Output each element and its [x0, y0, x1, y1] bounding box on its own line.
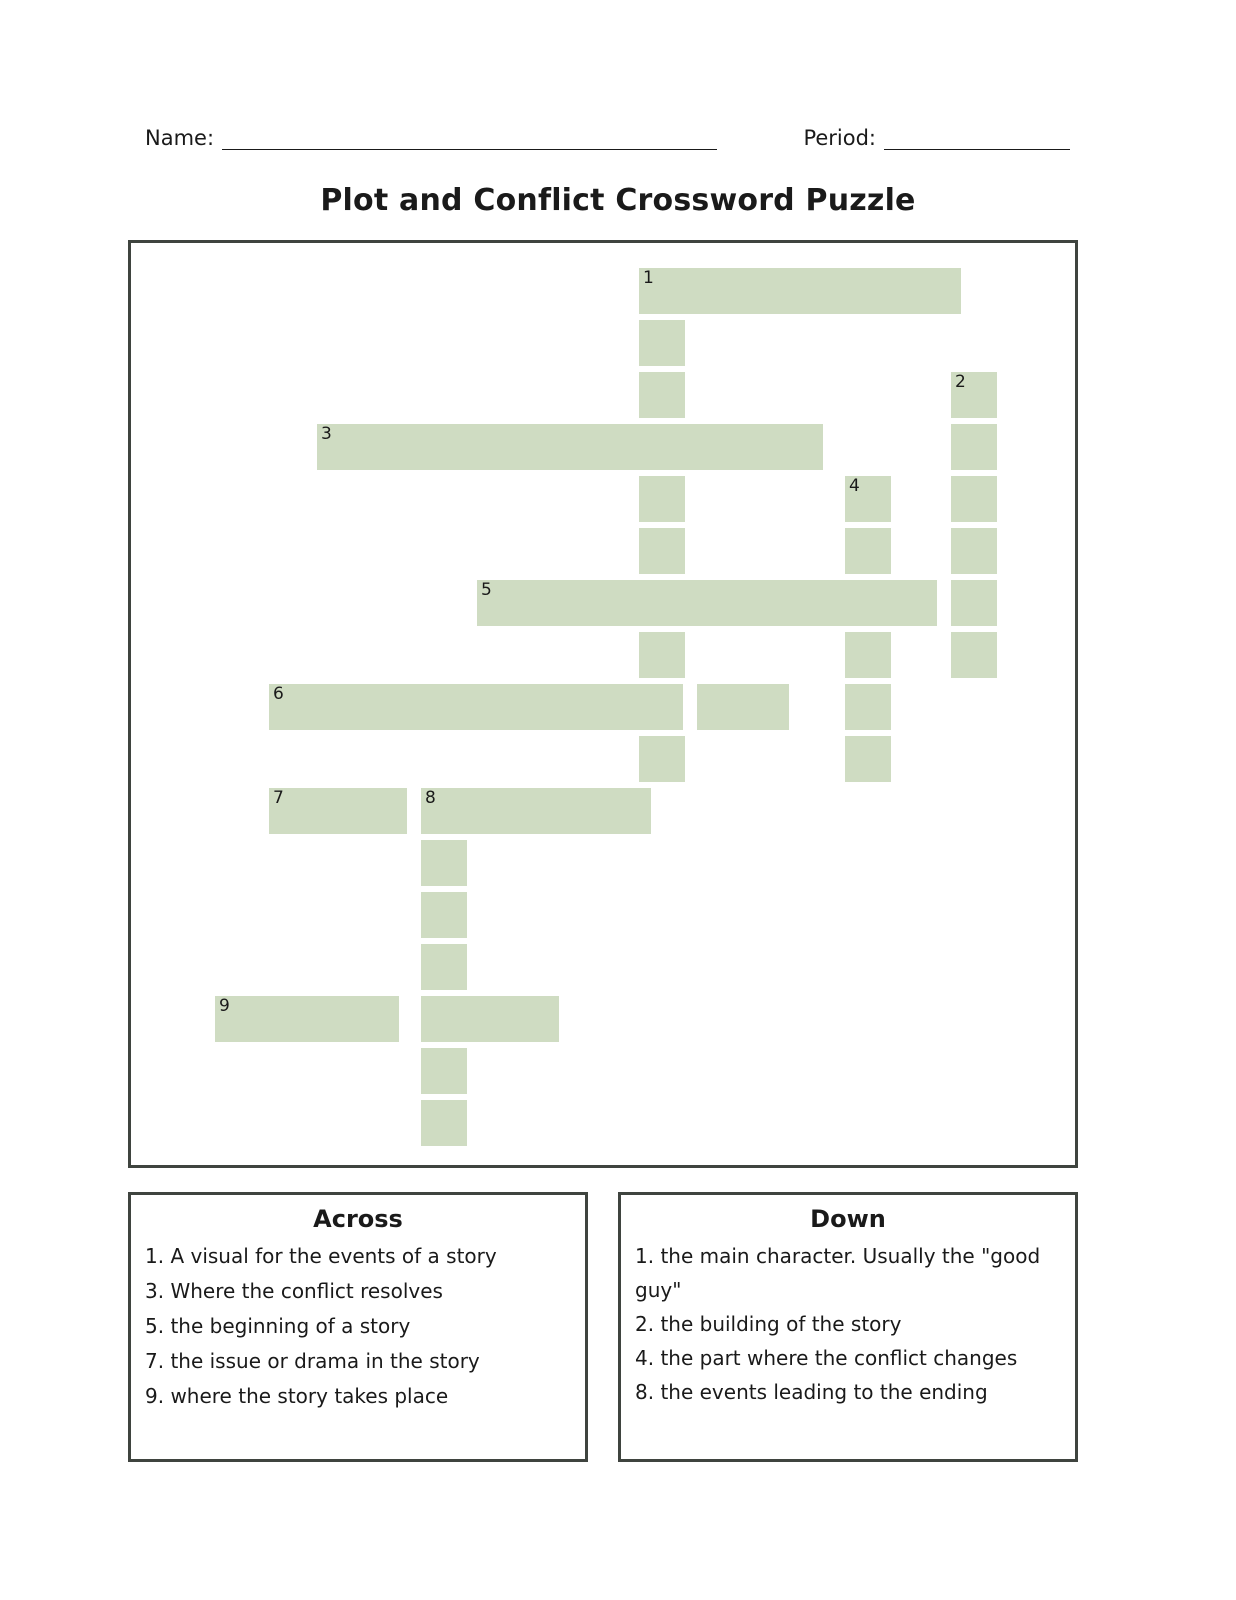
cell-number: 6	[273, 684, 284, 704]
crossword-cell[interactable]	[453, 684, 499, 730]
crossword-cell[interactable]	[513, 788, 559, 834]
down-clue-item: 2. the building of the story	[635, 1312, 902, 1336]
crossword-cells	[131, 243, 1075, 1165]
across-clues-box	[128, 1192, 588, 1462]
crossword-cell[interactable]	[605, 788, 651, 834]
crossword-cell-start-5[interactable]	[477, 580, 523, 626]
crossword-cell[interactable]	[361, 684, 407, 730]
crossword-cell[interactable]	[421, 1048, 467, 1094]
crossword-cell[interactable]	[545, 684, 591, 730]
period-input-line[interactable]	[884, 129, 1070, 150]
crossword-cell[interactable]	[891, 580, 937, 626]
across-clue-item: 1. A visual for the events of a story	[145, 1244, 497, 1268]
cell-number: 9	[219, 996, 230, 1016]
across-clue-list	[145, 1239, 571, 1414]
down-clue-item: 1. the main character. Usually the "good guy"	[635, 1244, 1041, 1302]
crossword-cell[interactable]	[869, 268, 915, 314]
crossword-cell-start-4[interactable]	[845, 476, 891, 522]
cell-number: 2	[955, 372, 966, 392]
crossword-cell[interactable]	[559, 788, 605, 834]
crossword-cell[interactable]	[421, 944, 467, 990]
crossword-cell[interactable]	[409, 424, 455, 470]
crossword-cell[interactable]	[407, 684, 453, 730]
crossword-cell[interactable]	[707, 580, 753, 626]
across-heading: Across	[313, 1205, 403, 1233]
crossword-cell[interactable]	[421, 892, 467, 938]
crossword-cell[interactable]	[639, 320, 685, 366]
period-label: Period:	[803, 126, 876, 150]
crossword-cell[interactable]	[915, 268, 961, 314]
page-title: Plot and Conflict Crossword Puzzle	[320, 183, 916, 218]
crossword-cell[interactable]	[639, 372, 685, 418]
cell-number: 1	[643, 268, 654, 288]
cell-number: 5	[481, 580, 492, 600]
crossword-cell[interactable]	[353, 996, 399, 1042]
crossword-cell[interactable]	[685, 268, 731, 314]
crossword-cell[interactable]	[261, 996, 307, 1042]
crossword-cell[interactable]	[845, 736, 891, 782]
crossword-cell[interactable]	[823, 268, 869, 314]
crossword-cell-start-1[interactable]	[639, 268, 685, 314]
cell-number: 4	[849, 476, 860, 496]
crossword-cell[interactable]	[951, 424, 997, 470]
crossword-cell[interactable]	[569, 580, 615, 626]
crossword-cell[interactable]	[951, 528, 997, 574]
crossword-cell[interactable]	[777, 268, 823, 314]
across-clue-item: 5. the beginning of a story	[145, 1314, 411, 1338]
worksheet-header	[145, 126, 1070, 150]
down-clue-item: 4. the part where the conflict changes	[635, 1346, 1018, 1370]
crossword-cell[interactable]	[639, 632, 685, 678]
crossword-cell[interactable]	[615, 580, 661, 626]
crossword-cell[interactable]	[845, 580, 891, 626]
crossword-cell[interactable]	[455, 424, 501, 470]
crossword-cell[interactable]	[315, 684, 361, 730]
crossword-cell-start-8[interactable]	[421, 788, 467, 834]
crossword-cell[interactable]	[467, 788, 513, 834]
crossword-cell[interactable]	[845, 528, 891, 574]
crossword-grid	[128, 240, 1078, 1168]
crossword-cell[interactable]	[523, 580, 569, 626]
across-clue-item: 9. where the story takes place	[145, 1384, 449, 1408]
crossword-cell[interactable]	[753, 580, 799, 626]
crossword-cell[interactable]	[777, 424, 823, 470]
crossword-cell[interactable]	[731, 424, 777, 470]
crossword-cell[interactable]	[639, 736, 685, 782]
cell-number: 7	[273, 788, 284, 808]
crossword-cell-start-2[interactable]	[951, 372, 997, 418]
crossword-cell[interactable]	[743, 684, 789, 730]
name-label: Name:	[145, 126, 215, 150]
crossword-cell[interactable]	[845, 684, 891, 730]
down-clues-box	[618, 1192, 1078, 1462]
crossword-cell[interactable]	[591, 684, 637, 730]
crossword-cell[interactable]	[315, 788, 361, 834]
crossword-cell[interactable]	[845, 632, 891, 678]
across-clue-item: 3. Where the conflict resolves	[145, 1279, 443, 1303]
crossword-cell-start-7[interactable]	[269, 788, 315, 834]
crossword-cell[interactable]	[799, 580, 845, 626]
down-clue-item: 8. the events leading to the ending	[635, 1380, 988, 1404]
crossword-cell[interactable]	[951, 476, 997, 522]
crossword-cell[interactable]	[639, 424, 685, 470]
across-clue-item: 7. the issue or drama in the story	[145, 1349, 480, 1373]
crossword-cell-start-3[interactable]	[317, 424, 363, 470]
down-heading: Down	[810, 1205, 886, 1233]
crossword-cell[interactable]	[639, 476, 685, 522]
crossword-cell[interactable]	[637, 684, 683, 730]
crossword-cell[interactable]	[685, 424, 731, 470]
crossword-cell[interactable]	[661, 580, 707, 626]
crossword-cell[interactable]	[593, 424, 639, 470]
name-input-line[interactable]	[222, 129, 717, 150]
crossword-cell-start-6[interactable]	[269, 684, 315, 730]
crossword-cell-start-9[interactable]	[215, 996, 261, 1042]
cell-number: 3	[321, 424, 332, 444]
crossword-cell[interactable]	[307, 996, 353, 1042]
crossword-cell[interactable]	[513, 996, 559, 1042]
crossword-cell[interactable]	[499, 684, 545, 730]
crossword-cell[interactable]	[731, 268, 777, 314]
crossword-cell[interactable]	[467, 996, 513, 1042]
cell-number: 8	[425, 788, 436, 808]
crossword-cell[interactable]	[951, 632, 997, 678]
crossword-cell[interactable]	[363, 424, 409, 470]
crossword-cell[interactable]	[421, 1100, 467, 1146]
crossword-cell[interactable]	[639, 528, 685, 574]
down-clue-list	[635, 1239, 1061, 1409]
crossword-cell[interactable]	[421, 840, 467, 886]
crossword-cell[interactable]	[697, 684, 743, 730]
crossword-cell[interactable]	[547, 424, 593, 470]
crossword-cell[interactable]	[951, 580, 997, 626]
crossword-cell[interactable]	[421, 996, 467, 1042]
crossword-cell[interactable]	[501, 424, 547, 470]
crossword-cell[interactable]	[361, 788, 407, 834]
